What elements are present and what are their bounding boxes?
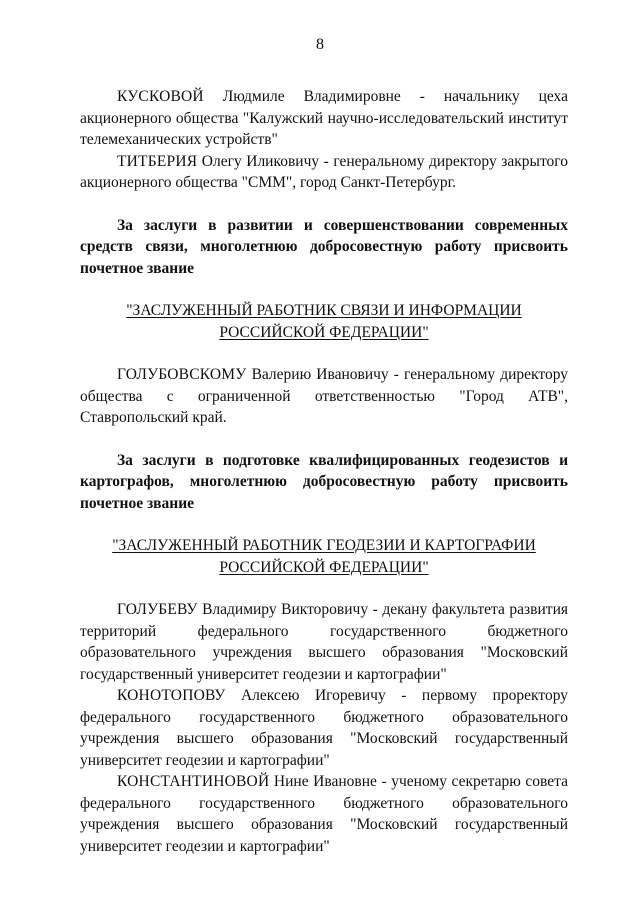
recipient-details: Валерию Ивановичу - генеральному директору общества с ограниченной ответственностью "Город АТВ", Ставропольский край. xyxy=(80,366,568,426)
award-entry xyxy=(80,86,568,151)
award-entry xyxy=(80,151,568,194)
recipient-details: Алексею Игоревичу - первому проректору федерального государственного бюджетного образовательного учреждения высшего образования "Московский государственный университет геодезии и картографии" xyxy=(80,687,568,769)
decree-paragraph: За заслуги в развитии и совершенствовании современных средств связи, многолетнюю добросовестную работу присвоить почетное звание xyxy=(80,216,568,277)
recipient-details: Нине Ивановне - ученому секретарю совета федерального государственного бюджетного образовательного учреждения высшего образования "Московский государственный университет геодезии и картографии" xyxy=(80,773,568,855)
award-entry xyxy=(80,599,568,685)
page-number: 8 xyxy=(316,36,324,53)
document-body xyxy=(80,86,568,857)
honorary-title-line: "ЗАСЛУЖЕННЫЙ РАБОТНИК ГЕОДЕЗИИ И КАРТОГРАФИИ xyxy=(112,537,536,554)
recipient-details: Владимиру Викторовичу - декану факультета развития территорий федерального государственного бюджетного образовательного учреждения высшего образования "Московский государственный университет геодезии и картографии" xyxy=(80,601,568,683)
award-entry xyxy=(80,685,568,771)
award-entry xyxy=(80,364,568,429)
award-entry xyxy=(80,771,568,857)
recipient-surname: КОНОТОПОВУ xyxy=(117,687,226,704)
honorary-title-line: "ЗАСЛУЖЕННЫЙ РАБОТНИК СВЯЗИ И ИНФОРМАЦИИ xyxy=(126,302,522,319)
recipient-details: Людмиле Владимировне - начальнику цеха акционерного общества "Калужский научно-исследовательский институт телемеханических устройств" xyxy=(80,88,568,148)
recipient-surname: КОНСТАНТИНОВОЙ xyxy=(117,773,270,790)
recipient-surname: ГОЛУБОВСКОМУ xyxy=(117,366,247,383)
honorary-title-line: РОССИЙСКОЙ ФЕДЕРАЦИИ" xyxy=(219,558,429,576)
honorary-title-line: РОССИЙСКОЙ ФЕДЕРАЦИИ" xyxy=(219,323,429,341)
decree-paragraph: За заслуги в подготовке квалифицированных геодезистов и картографов, многолетнюю добросовестную работу присвоить почетное звание xyxy=(80,451,568,512)
recipient-surname: ТИТБЕРИЯ xyxy=(117,152,198,170)
recipient-surname: ГОЛУБЕВУ xyxy=(117,601,198,618)
recipient-surname: КУСКОВОЙ xyxy=(117,88,204,105)
recipient-details: Олегу Иликовичу - генеральному директору закрытого акционерного общества "СММ", город Санкт-Петербург. xyxy=(80,152,568,191)
